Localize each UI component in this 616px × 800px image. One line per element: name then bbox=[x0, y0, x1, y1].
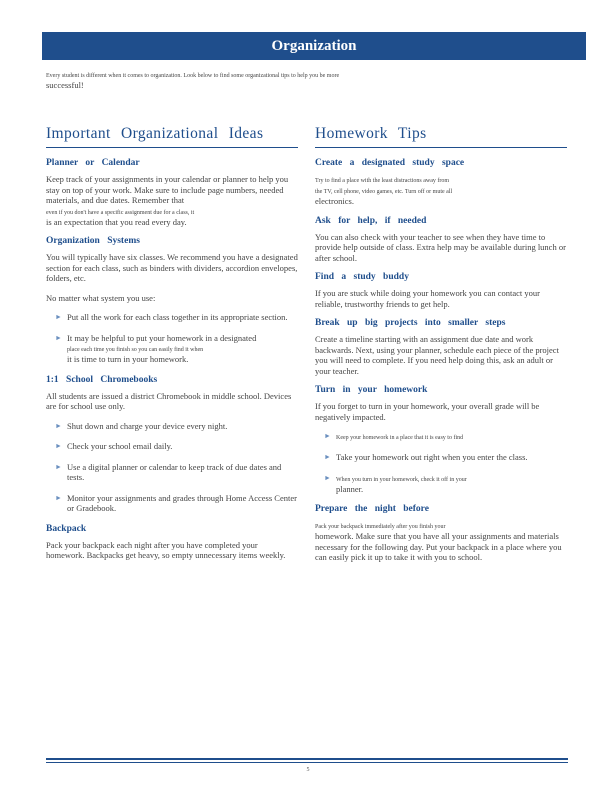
prepare-paragraph bbox=[315, 520, 567, 563]
chromebooks-heading: 1:1 School Chromebooks bbox=[46, 374, 158, 385]
list-item bbox=[46, 312, 298, 323]
systems-heading: Organization Systems bbox=[46, 236, 140, 246]
bullet-icon: ► bbox=[55, 462, 62, 471]
study-space-paragraph bbox=[315, 174, 567, 207]
bullet-icon: ► bbox=[324, 432, 331, 440]
bullet-icon: ► bbox=[55, 333, 62, 342]
systems-list bbox=[46, 312, 298, 365]
list-item bbox=[46, 462, 298, 483]
turn-in-paragraph: If you forget to turn in your homework, your overall grade will be negatively impacted. bbox=[315, 401, 540, 422]
help-paragraph: You can also check with your teacher to see when they have time to provide help outside of class. Extra help may be available during lunch or after school. bbox=[315, 231, 566, 263]
turn-in-heading: Turn in your homework bbox=[315, 385, 428, 395]
list-item-text: Monitor your assignments and grades through Home Access Center or Gradebook. bbox=[67, 492, 297, 513]
chromebooks-list bbox=[46, 421, 298, 514]
bullet-icon: ► bbox=[324, 473, 331, 482]
backpack-paragraph: Pack your backpack each night after you have completed your homework. Backpacks get heavy, so empty unnecessary items weekly. bbox=[46, 539, 286, 560]
planner-paragraph bbox=[46, 174, 298, 227]
list-item-small-text: When you turn in your homework, check it off in your bbox=[336, 476, 467, 483]
list-item bbox=[315, 473, 567, 495]
list-item bbox=[46, 421, 298, 432]
help-heading: Ask for help, if needed bbox=[315, 215, 427, 226]
bullet-icon: ► bbox=[55, 493, 62, 502]
list-item-text-end: it is time to turn in your homework. bbox=[67, 354, 189, 364]
study-space-small-2: the TV, cell phone, video games, etc. Turn off or mute all bbox=[315, 189, 453, 195]
planner-heading: Planner or Calendar bbox=[46, 158, 140, 168]
systems-intro: No matter what system you use: bbox=[46, 292, 156, 303]
list-item-text-end: planner. bbox=[336, 483, 364, 494]
footer-divider bbox=[46, 758, 568, 763]
list-item-text: Use a digital planner or calendar to keep track of due dates and tests. bbox=[67, 461, 282, 482]
study-space-heading: Create a designated study space bbox=[315, 158, 465, 168]
backpack-heading: Backpack bbox=[46, 523, 87, 534]
right-column bbox=[315, 125, 567, 572]
list-item bbox=[46, 333, 298, 365]
list-item bbox=[315, 452, 567, 463]
turn-in-list bbox=[315, 431, 567, 494]
list-item-small-text: Keep your homework in a place that it is easy to find bbox=[336, 435, 464, 441]
chromebooks-paragraph: All students are issued a district Chromebook in middle school. Devices are for school use only. bbox=[46, 390, 292, 411]
list-item-text: Check your school email daily. bbox=[67, 441, 173, 451]
list-item bbox=[46, 493, 298, 514]
bullet-icon: ► bbox=[324, 453, 331, 461]
intro-text bbox=[46, 72, 586, 91]
study-space-end: electronics. bbox=[315, 196, 354, 206]
page-title-banner bbox=[42, 32, 586, 60]
list-item-text: Take your homework out right when you enter the class. bbox=[336, 452, 528, 462]
list-item-text: Put all the work for each class together in its appropriate section. bbox=[67, 312, 288, 322]
planner-text-end: is an expectation that you read every day. bbox=[46, 216, 187, 227]
list-item-small-text: place each time you finish so you can easily find it when bbox=[67, 347, 204, 353]
buddy-paragraph: If you are stuck while doing your homework you can contact your reliable, trustworthy friends to get help. bbox=[315, 288, 540, 309]
bullet-icon: ► bbox=[55, 442, 62, 450]
page-title: Organization bbox=[271, 38, 357, 54]
list-item-text: Shut down and charge your device every night. bbox=[67, 420, 228, 431]
prepare-text: homework. Make sure that you have all your assignments and materials necessary for the following day. Put your backpack in a place where you can easily pick it up to take it with you to school. bbox=[315, 531, 562, 562]
left-column bbox=[46, 125, 298, 570]
break-up-paragraph: Create a timeline starting with an assignment due date and work backwards. Next, using your planner, schedule each piece of the project you will need to complete. If you need help doing this, ask an adult or your teacher. bbox=[315, 334, 559, 376]
systems-paragraph: You will typically have six classes. We recommend you have a designated section for each class, such as binders with dividers, accordion envelopes, folders, etc. bbox=[46, 252, 298, 283]
left-column-heading: Important Organizational Ideas bbox=[46, 125, 298, 148]
buddy-heading: Find a study buddy bbox=[315, 272, 409, 282]
break-up-heading: Break up big projects into smaller steps bbox=[315, 318, 506, 328]
study-space-small-1: Try to find a place with the least distractions away from bbox=[315, 178, 450, 184]
right-column-heading: Homework Tips bbox=[315, 125, 567, 148]
bullet-icon: ► bbox=[55, 313, 62, 321]
bullet-icon: ► bbox=[55, 421, 62, 430]
list-item bbox=[46, 441, 298, 452]
prepare-heading: Prepare the night before bbox=[315, 504, 429, 514]
intro-line-2: successful! bbox=[46, 80, 84, 90]
planner-text: Keep track of your assignments in your calendar or planner to help you stay on top of your work. Make sure to include page numbers, needed materials, and due dates. Remember that bbox=[46, 174, 289, 205]
list-item-text: It may be helpful to put your homework in a designated bbox=[67, 332, 257, 343]
prepare-small-text: Pack your backpack immediately after you finish your bbox=[315, 524, 446, 530]
planner-small-text: even if you don't have a specific assignment due for a class, it bbox=[46, 209, 195, 216]
list-item bbox=[315, 431, 567, 442]
page-number: 5 bbox=[306, 767, 310, 773]
intro-line-1: Every student is different when it comes to organization. Look below to find some organizational tips to help you be more bbox=[46, 73, 340, 79]
